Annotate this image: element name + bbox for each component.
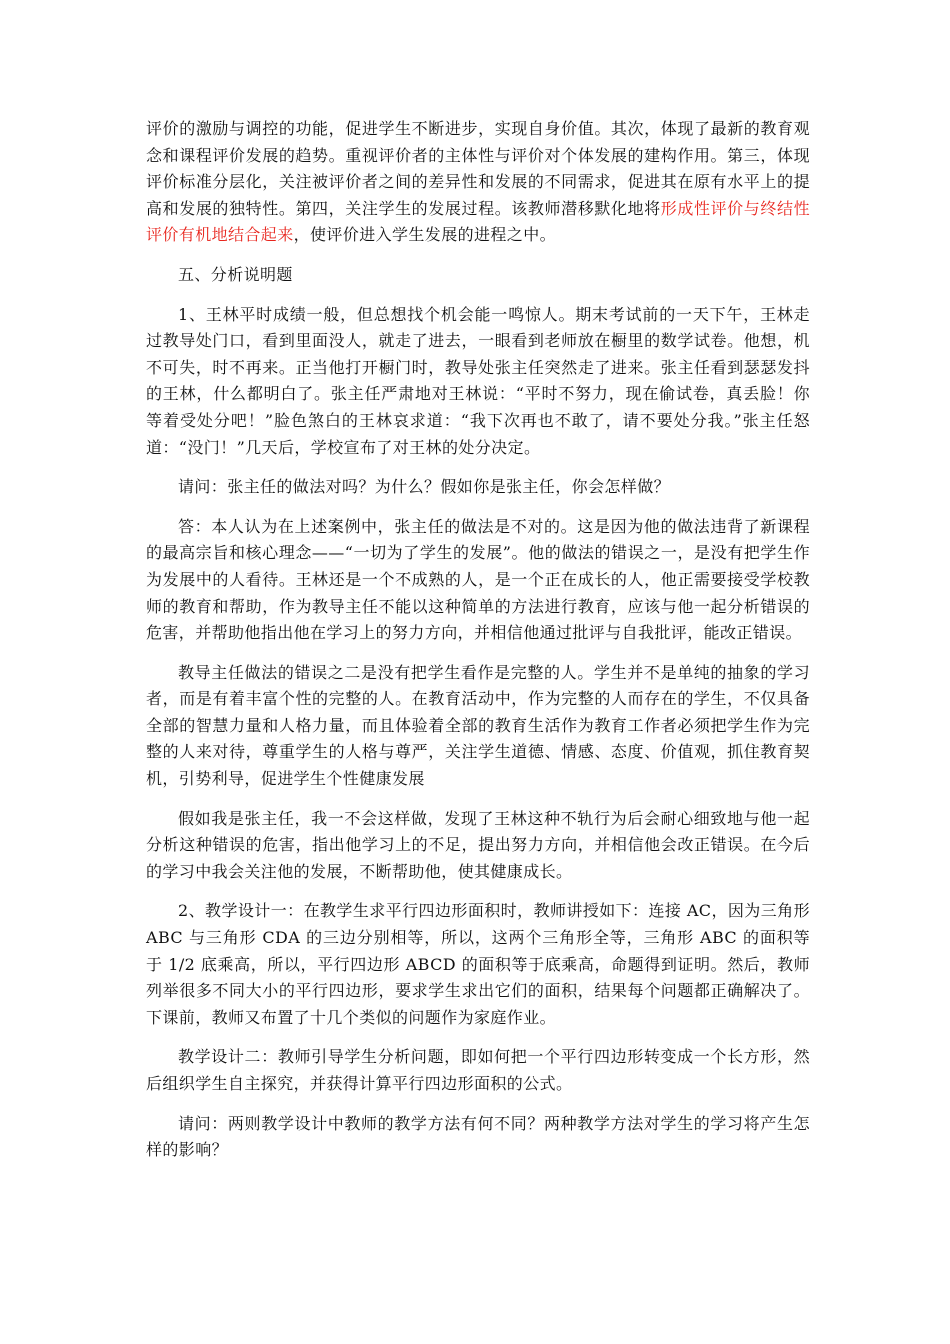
case-2-text: 2、教学设计一：在教学生求平行四边形面积时，教师讲授如下：连接 AC，因为三角形 ABC 与三角形 CDA 的三边分别相等，所以，这两个三角形全等，三角形 ABC 的面积等于 1/2 底乘高，所以，平行四边形 ABCD 的面积等于底乘高，命题得到证明。然后，教师列举很多不同大小的平行四边形，要求学生求出它们的面积，结果每个问题都正确解决了。下课前，教师又布置了十几个类似的问题作为家庭作业。 bbox=[146, 901, 810, 1027]
paragraph-answer-2 bbox=[146, 660, 810, 793]
answer-2-text: 教导主任做法的错误之二是没有把学生看作是完整的人。学生并不是单纯的抽象的学习者，而是有着丰富个性的完整的人。在教育活动中，作为完整的人而存在的学生，不仅具备全部的智慧力量和人格力量，而且体验着全部的教育生活作为教育工作者必须把学生作为完整的人来对待，尊重学生的人格与尊严，关注学生道德、情感、态度、价值观，抓住教育契机，引势利导，促进学生个性健康发展 bbox=[146, 662, 810, 789]
question-1-text: 请问：张主任的做法对吗？为什么？假如你是张主任，你会怎样做？ bbox=[178, 477, 671, 497]
answer-3-text: 假如我是张主任，我一不会这样做，发现了王林这种不轨行为后会耐心细致地与他一起分析这种错误的危害，指出他学习上的不足，提出努力方向，并相信他会改正错误。在今后的学习中我会关注他的发展，不断帮助他，使其健康成长。 bbox=[146, 808, 810, 881]
case-2b-text: 教学设计二：教师引导学生分析问题，即如何把一个平行四边形转变成一个长方形，然后组织学生自主探究，并获得计算平行四边形面积的公式。 bbox=[146, 1047, 810, 1093]
intro-text-2: ，使评价进入学生发展的进程之中。 bbox=[293, 225, 557, 245]
case-1-text: 1、王林平时成绩一般，但总想找个机会能一鸣惊人。期末考试前的一天下午，王林走过教导处门口，看到里面没人，就走了进去，一眼看到老师放在橱里的数学试卷。他想，机不可失，时不再来。正当他打开橱门时，教导处张主任突然走了进来。张主任看到瑟瑟发抖的王林，什么都明白了。张主任严肃地对王林说：“平时不努力，现在偷试卷，真丢脸！你等着受处分吧！”脸色煞白的王林哀求道：“我下次再也不敢了，请不要处分我。”张主任怒道：“没门！”几天后，学校宣布了对王林的处分决定。 bbox=[146, 304, 810, 457]
question-2-text: 请问：两则教学设计中教师的教学方法有何不同？两种教学方法对学生的学习将产生怎样的影响？ bbox=[146, 1113, 810, 1160]
intro-text-1: 评价的激励与调控的功能，促进学生不断进步，实现自身价值。其次，体现了最新的教育观念和课程评价发展的趋势。重视评价者的主体性与评价对个体发展的建构作用。第三，体现评价标准分层化，关注被评价者之间的差异性和发展的不同需求，促进其在原有水平上的提高和发展的独特性。第四，关注学生的发展过程。该教师潜移默化地将 bbox=[146, 119, 810, 218]
paragraph-answer-1 bbox=[146, 514, 810, 647]
paragraph-case-2b bbox=[146, 1044, 810, 1097]
paragraph-case-1 bbox=[146, 302, 810, 462]
section-heading-text: 五、分析说明题 bbox=[178, 264, 293, 284]
intro-highlight-red: 形成性评价与终结性评价有机地结合起来 bbox=[146, 198, 810, 245]
paragraph-question-1 bbox=[146, 474, 810, 501]
answer-1-text: 答：本人认为在上述案例中，张主任的做法是不对的。这是因为他的做法违背了新课程的最高宗旨和核心理念——“一切为了学生的发展”。他的做法的错误之一，是没有把学生作为发展中的人看待。王林还是一个不成熟的人，是一个正在成长的人，他正需要接受学校教师的教育和帮助，作为教导主任不能以这种简单的方法进行教育，应该与他一起分析错误的危害，并帮助他指出他在学习上的努力方向，并相信他通过批评与自我批评，能改正错误。 bbox=[146, 516, 810, 643]
paragraph-case-2 bbox=[146, 898, 810, 1031]
paragraph-question-2 bbox=[146, 1111, 810, 1164]
paragraph-answer-3 bbox=[146, 806, 810, 886]
paragraph-intro bbox=[146, 116, 810, 249]
section-heading bbox=[146, 262, 810, 289]
